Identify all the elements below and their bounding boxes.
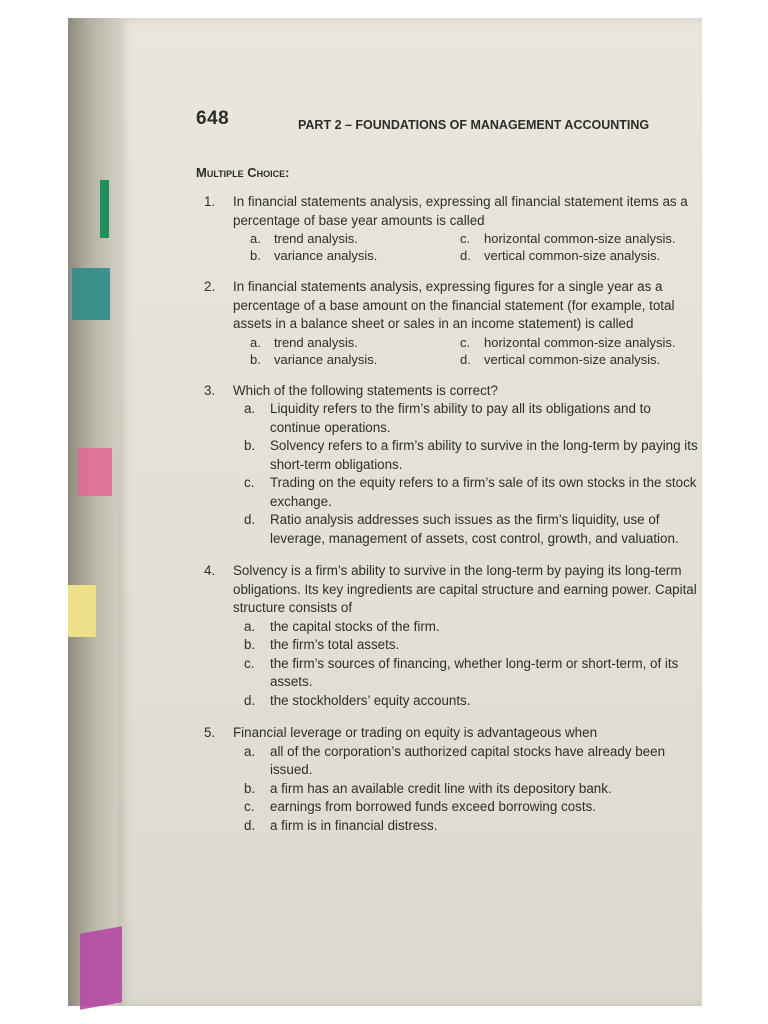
question-number: 3. xyxy=(204,382,216,398)
option-b: b. the firm’s total assets. xyxy=(244,637,400,652)
option-b: b. Solvency refers to a firm’s ability to survive in the long-term by paying its short-term obligations. xyxy=(244,438,698,472)
option-grid xyxy=(250,334,700,368)
option-a: a. trend analysis. xyxy=(250,334,358,350)
option-d: d. a firm is in financial distress. xyxy=(244,817,438,833)
option-list xyxy=(244,400,700,548)
question-text: Financial leverage or trading on equity is advantageous when xyxy=(233,725,598,740)
option-a: a. all of the corporation’s authorized capital stocks have already been issued. xyxy=(244,743,666,777)
question-3 xyxy=(204,382,700,549)
question-text: In financial statements analysis, expressing figures for a single year as a percentage of a base amount on the financial statement (for example, total assets in a balance sheet or sales in an income statement) is called xyxy=(233,279,675,331)
magenta-sticky-tab xyxy=(80,926,122,1009)
option-a: a. the capital stocks of the firm. xyxy=(244,618,440,634)
question-text: Solvency is a firm’s ability to survive in the long-term by paying its long-term obligations. Its key ingredients are capital structure and earning power. Capital structure consists of xyxy=(233,563,697,615)
running-head: PART 2 – FOUNDATIONS OF MANAGEMENT ACCOUNTING xyxy=(298,118,650,132)
option-d: d. Ratio analysis addresses such issues as the firm’s liquidity, use of leverage, management of assets, cost control, growth, and valuation. xyxy=(244,512,679,546)
question-text: Which of the following statements is correct? xyxy=(233,382,498,398)
question-2 xyxy=(204,278,700,368)
question-text: In financial statements analysis, expressing all financial statement items as a percentage of base year amounts is called xyxy=(233,194,688,228)
question-1 xyxy=(204,193,700,264)
option-b: b. variance analysis. xyxy=(250,351,378,367)
option-list xyxy=(244,618,700,711)
question-5 xyxy=(204,724,700,835)
option-d: d. vertical common-size analysis. xyxy=(460,248,661,263)
question-number: 2. xyxy=(204,279,216,294)
option-c: c. earnings from borrowed funds exceed borrowing costs. xyxy=(244,799,597,814)
book-spine xyxy=(68,18,120,1006)
option-a: a. Liquidity refers to the firm’s ability to pay all its obligations and to continue operations. xyxy=(244,401,651,435)
question-list xyxy=(204,193,700,849)
option-grid xyxy=(250,230,700,264)
question-number: 4. xyxy=(204,563,216,578)
option-d: d. vertical common-size analysis. xyxy=(460,351,661,367)
question-number: 5. xyxy=(204,725,216,740)
option-b: b. variance analysis. xyxy=(250,248,378,263)
option-d: d. the stockholders’ equity accounts. xyxy=(244,692,471,708)
yellow-sticky-tab xyxy=(68,585,96,637)
section-title: Multiple Choice: xyxy=(196,165,290,180)
option-c: c. horizontal common-size analysis. xyxy=(460,334,676,350)
green-sticky-tab xyxy=(100,180,109,238)
option-c: c. the firm’s sources of financing, whether long-term or short-term, of its assets. xyxy=(244,655,679,689)
page-header xyxy=(196,108,700,130)
page-number: 648 xyxy=(196,108,230,129)
teal-sticky-tab xyxy=(72,268,110,320)
option-b: b. a firm has an available credit line with its depository bank. xyxy=(244,780,612,796)
option-c: c. horizontal common-size analysis. xyxy=(460,231,676,246)
question-number: 1. xyxy=(204,194,216,209)
question-4 xyxy=(204,562,700,710)
option-list xyxy=(244,743,700,836)
pink-sticky-tab xyxy=(78,448,112,496)
option-c: c. Trading on the equity refers to a firm’s sale of its own stocks in the stock exchange. xyxy=(244,475,697,509)
option-a: a. trend analysis. xyxy=(250,231,358,246)
